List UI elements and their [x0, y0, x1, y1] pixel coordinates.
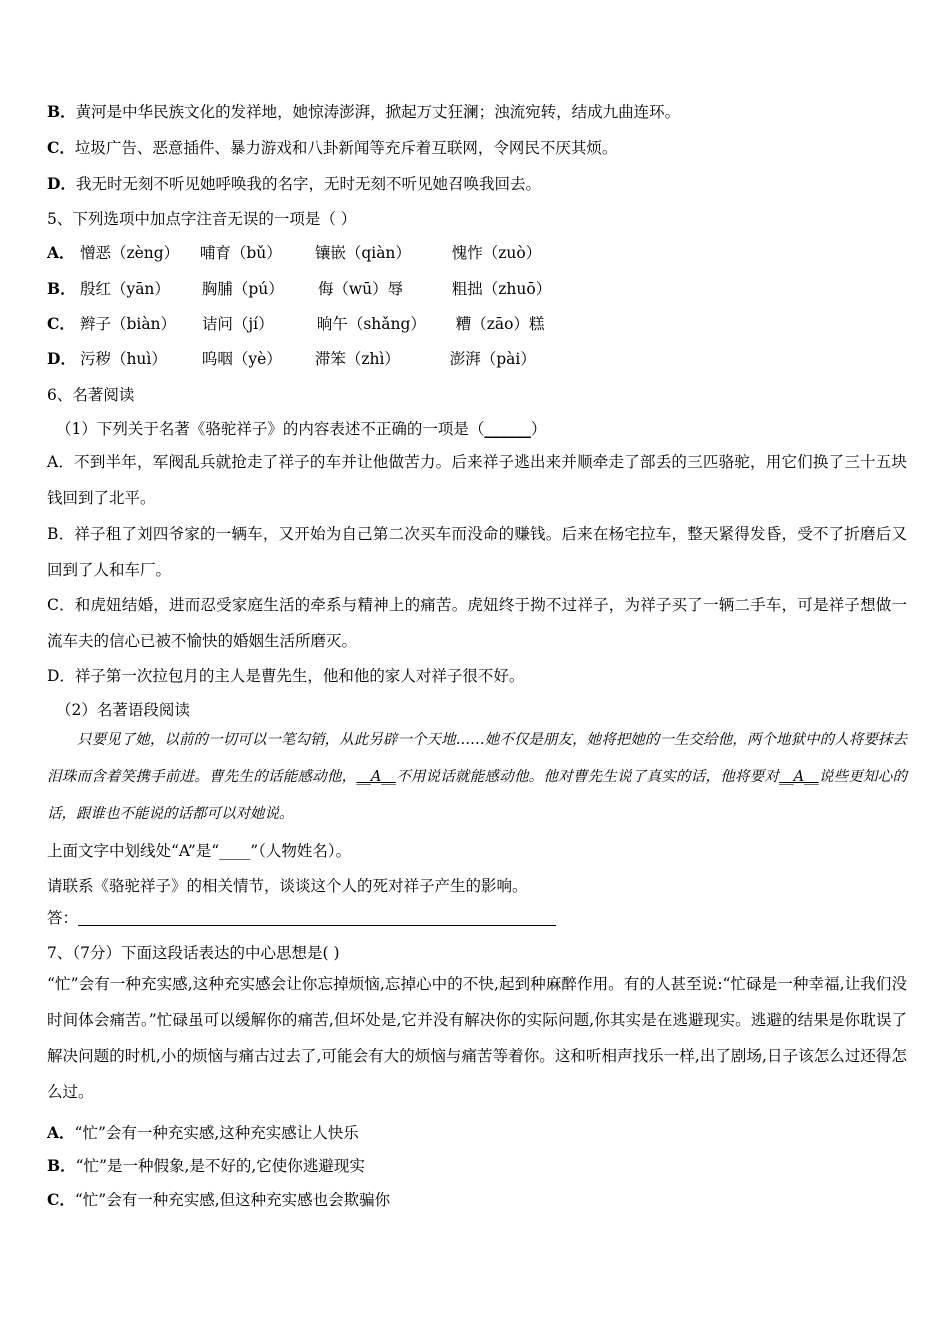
option-item: 粗拙（zhuō）	[451, 280, 552, 298]
q6-passage	[47, 722, 907, 833]
q5-option-c	[47, 314, 545, 334]
option-item: 污秽（huì）	[79, 350, 167, 368]
q7-stem	[47, 943, 340, 963]
q4-option-b	[47, 102, 680, 122]
q4-option-d	[47, 174, 541, 194]
q7-option-b	[47, 1156, 365, 1176]
option-label: B．	[47, 279, 76, 298]
option-text: 我无时无刻不听见她呼唤我的名字，无时无刻不听见她召唤我回去。	[75, 175, 541, 193]
q6-title: 6、名著阅读	[47, 386, 135, 404]
stem-text: （1）下列关于名著《骆驼祥子》的内容表述不正确的一项是（	[56, 420, 485, 438]
option-item: 侮（wū）辱	[317, 280, 404, 298]
option-label: B．	[47, 1156, 76, 1175]
option-label: B．	[47, 102, 76, 121]
option-item: 诘问（jí）	[201, 315, 274, 333]
q4-option-c	[47, 138, 617, 158]
q6-option-a: A．不到半年，军阀乱兵就抢走了祥子的车并让他做苦力。后来祥子逃出来并顺牵走了部丢的三匹骆驼，用它们换了三十五块钱回到了北平。	[47, 453, 907, 507]
q6-part2-title: （2）名著语段阅读	[56, 701, 190, 719]
option-text: “忙”是一种假象,是不好的,它使你逃避现实	[75, 1157, 365, 1175]
option-item: 胸脯（pú）	[201, 280, 284, 298]
option-item: 呜咽（yè）	[201, 350, 282, 368]
option-item: 糟（zāo）糕	[455, 315, 545, 333]
answer-blank: ______	[484, 419, 531, 438]
q6-question-b: 请联系《骆驼祥子》的相关情节，谈谈这个人的死对祥子产生的影响。	[47, 877, 528, 895]
q7-option-c	[47, 1190, 390, 1210]
passage-text: 说些更知心的话，跟谁也不能说的话都可以对她说。	[47, 769, 908, 822]
option-item: 哺育（bǔ）	[199, 244, 282, 262]
option-label: C．	[47, 1190, 75, 1209]
passage-text: 只要见了她，以前的一切可以一笔勾销，从此另辟一个天地……她不仅是朋友，她将把她的一生交给他，两个地狱中的人将要抹去泪珠而含着笑携手前进。曹先生的话能感动他，	[47, 732, 907, 785]
option-label: D．	[47, 174, 76, 193]
q6-option-d: D．祥子第一次拉包月的主人是曹先生，他和他的家人对祥子很不好。	[47, 667, 525, 685]
option-text: “忙”会有一种充实感,但这种充实感也会欺骗你	[74, 1191, 391, 1209]
q5-option-d	[47, 349, 536, 369]
q6-question-a: 上面文字中划线处“A”是“____”（人物姓名）。	[47, 842, 352, 860]
q6-part1-stem	[56, 419, 546, 439]
option-label: A．	[47, 1123, 75, 1142]
option-item: 镶嵌（qiàn）	[314, 244, 411, 262]
q6-option-c: C．和虎妞结婚，进而忍受家庭生活的牵系与精神上的痛苦。虎妞终于拗不过祥子，为祥子买了一辆二手车，可是祥子想做一流车夫的信心已被不愉快的婚姻生活所磨灭。	[47, 596, 907, 650]
q6-option-b: B．祥子租了刘四爷家的一辆车，又开始为自己第二次买车而没命的赚钱。后来在杨宅拉车，整天紧得发昏，受不了折磨后又回到了人和车厂。	[47, 525, 907, 579]
q5-stem: 5、下列选项中加点字注音无误的一项是（ ）	[47, 210, 357, 228]
option-text: 黄河是中华民族文化的发祥地，她惊涛澎湃，掀起万丈狂澜；浊流宛转，结成九曲连环。	[75, 103, 681, 121]
option-item: 澎湃（pài）	[449, 350, 536, 368]
q5-option-a	[47, 243, 541, 263]
passage-blank: __A__	[356, 769, 396, 785]
stem-text: ）	[530, 420, 547, 438]
q7-passage: “忙”会有一种充实感,这种充实感会让你忘掉烦恼,忘掉心中的不快,起到种麻醉作用。有的人甚至说:“忙碌是一种幸福,让我们没时间体会痛苦。”忙碌虽可以缓解你的痛苦,但坏处是,它并没有解决你的实际问题,你其实是在逃避现实。逃避的结果是你耽误了解决问题的时机,小的烦恼与痛古过去了,可能会有大的烦恼与痛苦等着你。这和听相声找乐一样,出了剧场,日子该怎么过还得怎么过。	[47, 975, 907, 1101]
option-text: “忙”会有一种充实感,这种充实感让人快乐	[74, 1124, 359, 1142]
passage-blank: __A__	[779, 769, 819, 785]
stem-text: 7、（7分）下面这段话表达的中心思想是( )	[47, 944, 340, 962]
option-label: A．	[47, 243, 75, 262]
option-item: 滞笨（zhì）	[314, 350, 400, 368]
option-item: 愧怍（zuò）	[451, 244, 542, 262]
answer-label: 答：	[47, 909, 79, 927]
option-label: C．	[47, 138, 75, 157]
q6-answer-line	[47, 908, 556, 928]
answer-field[interactable]	[78, 909, 556, 926]
option-label: D．	[47, 349, 76, 368]
option-item: 憎恶（zèng）	[79, 244, 180, 262]
option-item: 殷红（yān）	[79, 280, 170, 298]
option-item: 晌午（shǎng）	[316, 315, 426, 333]
q7-option-a	[47, 1123, 359, 1143]
q5-option-b	[47, 279, 551, 299]
option-item: 辫子（biàn）	[79, 315, 177, 333]
option-label: C．	[47, 314, 75, 333]
passage-text: 不用说话就能感动他。他对曹先生说了真实的话，他将要对	[395, 769, 780, 785]
option-text: 垃圾广告、恶意插件、暴力游戏和八卦新闻等充斥着互联网，令网民不厌其烦。	[74, 139, 618, 157]
